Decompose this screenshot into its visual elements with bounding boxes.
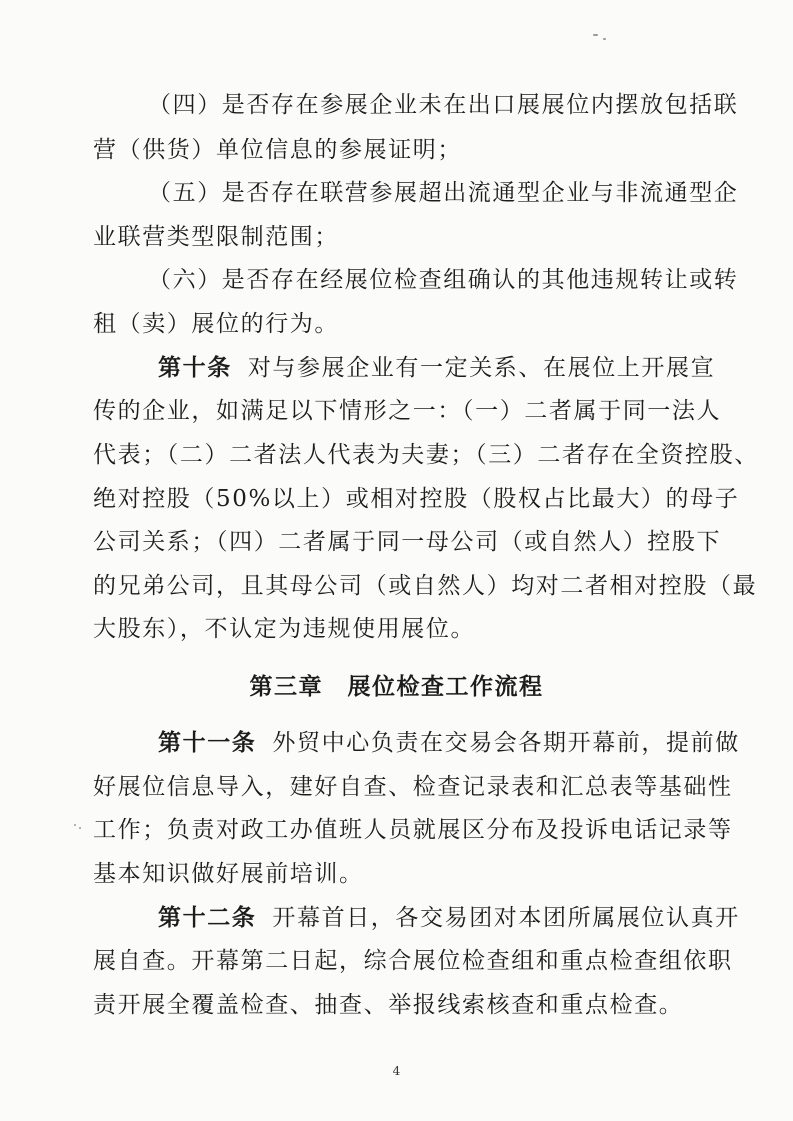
article-10-first-line	[158, 353, 715, 383]
text-line: 外贸中心负责在交易会各期开幕前，提前做	[272, 730, 740, 756]
scan-speck	[79, 827, 81, 829]
text-line: 代表；（二）二者法人代表为夫妻；（三）二者存在全资控股、	[93, 442, 759, 468]
text-line: 好展位信息导入，建好自查、检查记录表和汇总表等基础性	[93, 774, 733, 800]
article-10-label: 第十条	[158, 354, 232, 381]
scan-speck	[603, 38, 606, 40]
text-line: （五）是否存在联营参展超出流通型企业与非流通型企	[148, 180, 739, 206]
text-line: 绝对控股（50%以上）或相对控股（股权占比最大）的母子	[93, 486, 740, 512]
text-line: 公司关系；（四）二者属于同一母公司（或自然人）控股下	[93, 529, 722, 555]
text-line: 租（卖）展位的行为。	[93, 311, 339, 337]
text-line: 营（供货）单位信息的参展证明；	[93, 137, 462, 163]
text-line: 工作；负责对政工办值班人员就展区分布及投诉电话记录等	[93, 817, 733, 843]
page-number: 4	[392, 1064, 401, 1078]
text-line: 业联营类型限制范围；	[93, 224, 339, 250]
text-line: 对与参展企业有一定关系、在展位上开展宣	[247, 355, 716, 381]
text-line: 的兄弟公司，且其母公司（或自然人）均对二者相对控股（最	[93, 573, 758, 599]
article-12-label: 第十二条	[158, 904, 257, 931]
article-11-first-line	[158, 728, 740, 758]
text-line: 大股东），不认定为违规使用展位。	[93, 616, 476, 642]
text-line: 传的企业，如满足以下情形之一：（一）二者属于同一法人	[93, 398, 722, 424]
text-line: （六）是否存在经展位检查组确认的其他违规转让或转	[148, 267, 739, 293]
scan-speck	[74, 824, 76, 826]
article-11-label: 第十一条	[158, 729, 257, 756]
text-line: 基本知识做好展前培训。	[93, 861, 364, 887]
text-line: 开幕首日，各交易团对本团所属展位认真开	[272, 905, 740, 931]
text-line: 责开展全覆盖检查、抽查、举报线索核查和重点检查。	[93, 992, 684, 1018]
text-line: 展自查。开幕第二日起，综合展位检查组和重点检查组依职	[93, 948, 733, 974]
scan-speck	[593, 34, 598, 36]
chapter-heading: 第三章 展位检查工作流程	[249, 674, 544, 700]
article-12-first-line	[158, 903, 740, 933]
text-line: （四）是否存在参展企业未在出口展展位内摆放包括联	[148, 92, 739, 118]
